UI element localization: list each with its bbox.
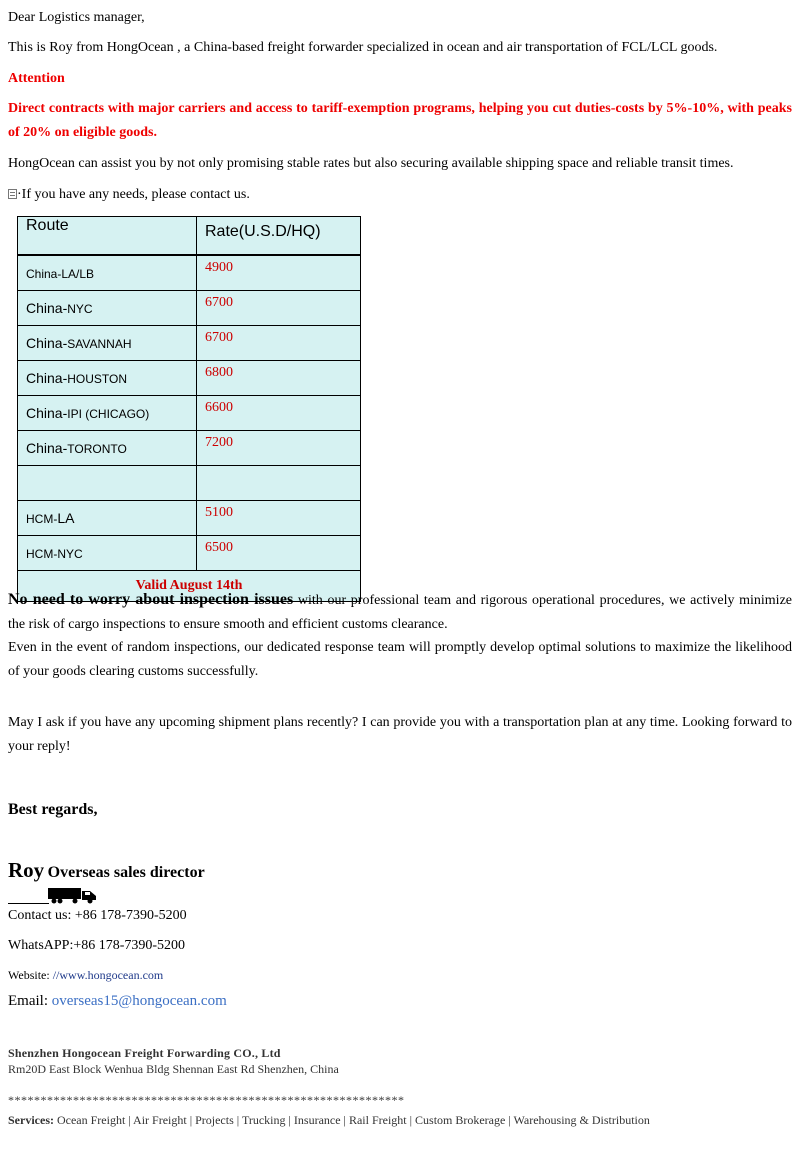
rate-cell: 7200: [197, 431, 361, 466]
header-route: Route: [18, 217, 197, 256]
table-row: [18, 396, 361, 431]
table-row: [18, 536, 361, 571]
table-row: [18, 291, 361, 326]
rate-cell: 6500: [197, 536, 361, 571]
inspection-heading: No need to worry about inspection issues: [8, 591, 294, 608]
header-rate: Rate(U.S.D/HQ): [197, 217, 361, 256]
contact-prompt-text: If you have any needs, please contact us.: [21, 187, 250, 202]
regards: Best regards,: [8, 801, 98, 818]
attention-heading: Attention: [8, 71, 65, 86]
rate-cell: 5100: [197, 501, 361, 536]
inspection-text: with our professional team and rigorous operational procedures, we actively minimize the risk of cargo inspections to ensure smooth and efficient customs clearance.: [8, 593, 793, 632]
services-list: Ocean Freight | Air Freight | Projects | Trucking | Insurance | Rail Freight | Custom Brokerage | Warehousing & Distribution: [53, 1113, 650, 1127]
rate-table: [17, 216, 361, 602]
website-link[interactable]: //www.hongocean.com: [52, 968, 164, 982]
company-address: Rm20D East Block Wenhua Bldg Shennan East Rd Shenzhen, China: [8, 1062, 339, 1076]
rate-cell: 6700: [197, 291, 361, 326]
table-row-empty: [18, 466, 361, 501]
rate-cell: 6600: [197, 396, 361, 431]
website-line: [8, 963, 163, 987]
company-name: Shenzhen Hongocean Freight Forwarding CO., Ltd: [8, 1046, 281, 1060]
separator-stars: *************************************************************: [8, 1093, 405, 1107]
table-row: [18, 326, 361, 361]
website-label: Website:: [8, 968, 53, 982]
route-cell: China-HOUSTON: [18, 361, 197, 396]
services-line: [8, 1108, 650, 1132]
route-cell: China-SAVANNAH: [18, 326, 197, 361]
table-row: [18, 501, 361, 536]
route-cell: [18, 466, 197, 501]
whatsapp-phone: WhatsAPP:+86 178-7390-5200: [8, 938, 186, 953]
bullet-dot: ·: [17, 187, 22, 202]
document-icon: [8, 189, 17, 199]
rate-cell: 4900: [197, 255, 361, 291]
email-label: Email:: [8, 993, 52, 1009]
table-row: [18, 431, 361, 466]
shipment-question-paragraph: May I ask if you have any upcoming shipment plans recently? I can provide you with a transportation plan at any time. Looking forward to your reply!: [8, 715, 792, 754]
truck-icon: [48, 887, 98, 904]
route-cell: China-IPI (CHICAGO): [18, 396, 197, 431]
signature-title: Overseas sales director: [47, 864, 205, 881]
email-line: [8, 989, 227, 1013]
route-cell: HCM-LA: [18, 501, 197, 536]
attention-paragraph: Direct contracts with major carriers and access to tariff-exemption programs, helping you cut duties-costs by 5%-10%, with peaks of 20% on eligible goods.: [8, 101, 792, 140]
contact-phone: Contact us: +86 178-7390-5200: [8, 908, 187, 923]
contact-prompt: [8, 183, 250, 207]
inspection-paragraph: [8, 588, 792, 637]
rate-cell: 6800: [197, 361, 361, 396]
signature-name-line: [8, 856, 205, 888]
rate-cell: [197, 466, 361, 501]
route-cell: China-TORONTO: [18, 431, 197, 466]
table-header-row: [18, 217, 361, 256]
random-inspection-paragraph: Even in the event of random inspections, our dedicated response team will promptly develop optimal solutions to maximize the likelihood of your goods clearing customs successfully.: [8, 640, 792, 679]
validity-note: Valid August 14th: [18, 571, 361, 602]
table-row: [18, 255, 361, 291]
assist-paragraph: HongOcean can assist you by not only promising stable rates but also securing available shipping space and reliable transit times.: [8, 156, 734, 171]
route-cell: China-LA/LB: [18, 255, 197, 291]
email-link[interactable]: overseas15@hongocean.com: [51, 993, 227, 1009]
intro-paragraph: This is Roy from HongOcean , a China-based freight forwarder specialized in ocean and air transportation of FCL/LCL goods.: [8, 40, 718, 55]
rate-cell: 6700: [197, 326, 361, 361]
route-cell: China-NYC: [18, 291, 197, 326]
services-label: Services:: [8, 1113, 54, 1127]
route-cell: HCM-NYC: [18, 536, 197, 571]
signature-name: Roy: [8, 858, 45, 882]
table-row: [18, 361, 361, 396]
greeting: Dear Logistics manager,: [8, 10, 145, 25]
